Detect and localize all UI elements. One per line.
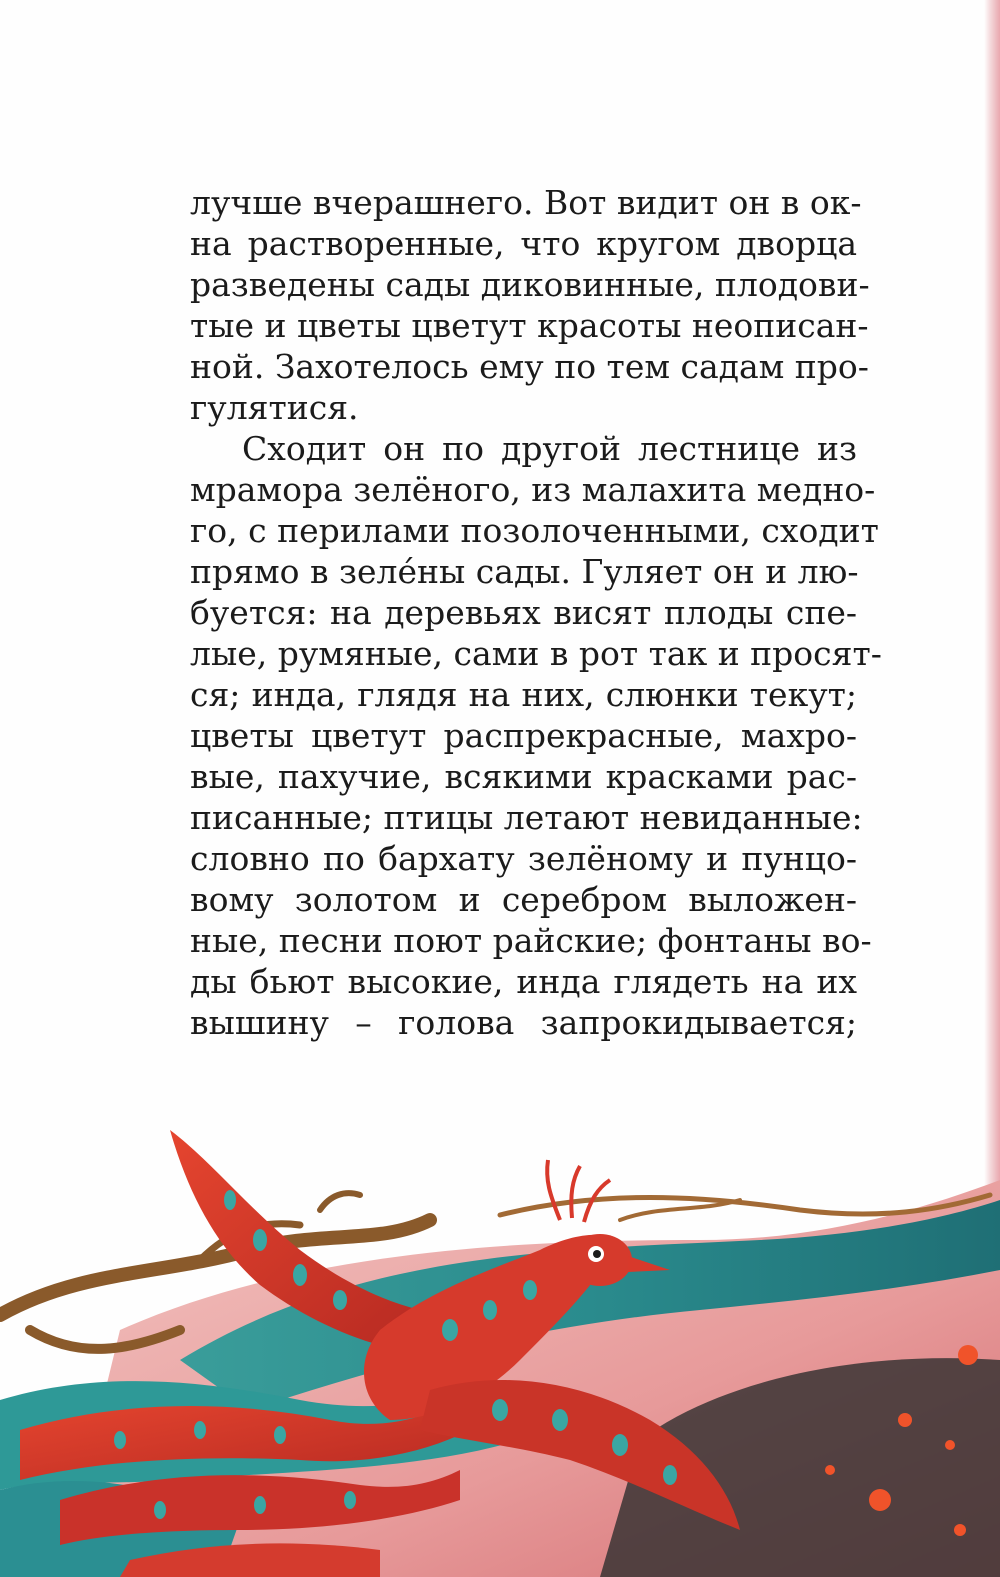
text-line: на растворенные, что кругом дворца (190, 224, 857, 263)
text-line: ся; инда, глядя на них, слюнки текут; (190, 675, 857, 714)
text-line: вые, пахучие, всякими красками рас- (190, 757, 857, 796)
firebird-illustration (0, 1100, 1000, 1577)
text-line: го, с перилами позолоченными, сходит (190, 511, 879, 550)
text-line: писанные; птицы летают невиданные: (190, 798, 863, 837)
text-line: лые, румяные, сами в рот так и просят- (190, 634, 882, 673)
text-line: мрамора зелёного, из малахита медно- (190, 470, 876, 509)
text-line: разведены сады диковинные, плодови- (190, 265, 870, 304)
text-line: ной. Захотелось ему по тем садам про- (190, 347, 869, 386)
text-line: тые и цветы цветут красоты неописан- (190, 306, 869, 345)
text-line: гулятися. (190, 388, 359, 427)
body-text (190, 182, 882, 1043)
text-line: ные, песни поют райские; фонтаны во- (190, 921, 872, 960)
text-line: словно по бархату зелёному и пунцо- (190, 839, 857, 878)
text-line: лучше вчерашнего. Вот видит он в ок- (190, 183, 862, 222)
text-line: Сходит он по другой лестнице из (242, 429, 857, 468)
text-line: цветы цветут распрекрасные, махро- (190, 716, 857, 755)
text-line: прямо в зеле́ны сады. Гуляет он и лю- (190, 552, 859, 591)
text-line: буется: на деревьях висят плоды спе- (190, 593, 857, 632)
text-line: ды бьют высокие, инда глядеть на их (190, 962, 857, 1001)
text-line: вому золотом и серебром выложен- (190, 880, 857, 919)
text-line: вышину – голова запрокидывается; (190, 1003, 857, 1042)
